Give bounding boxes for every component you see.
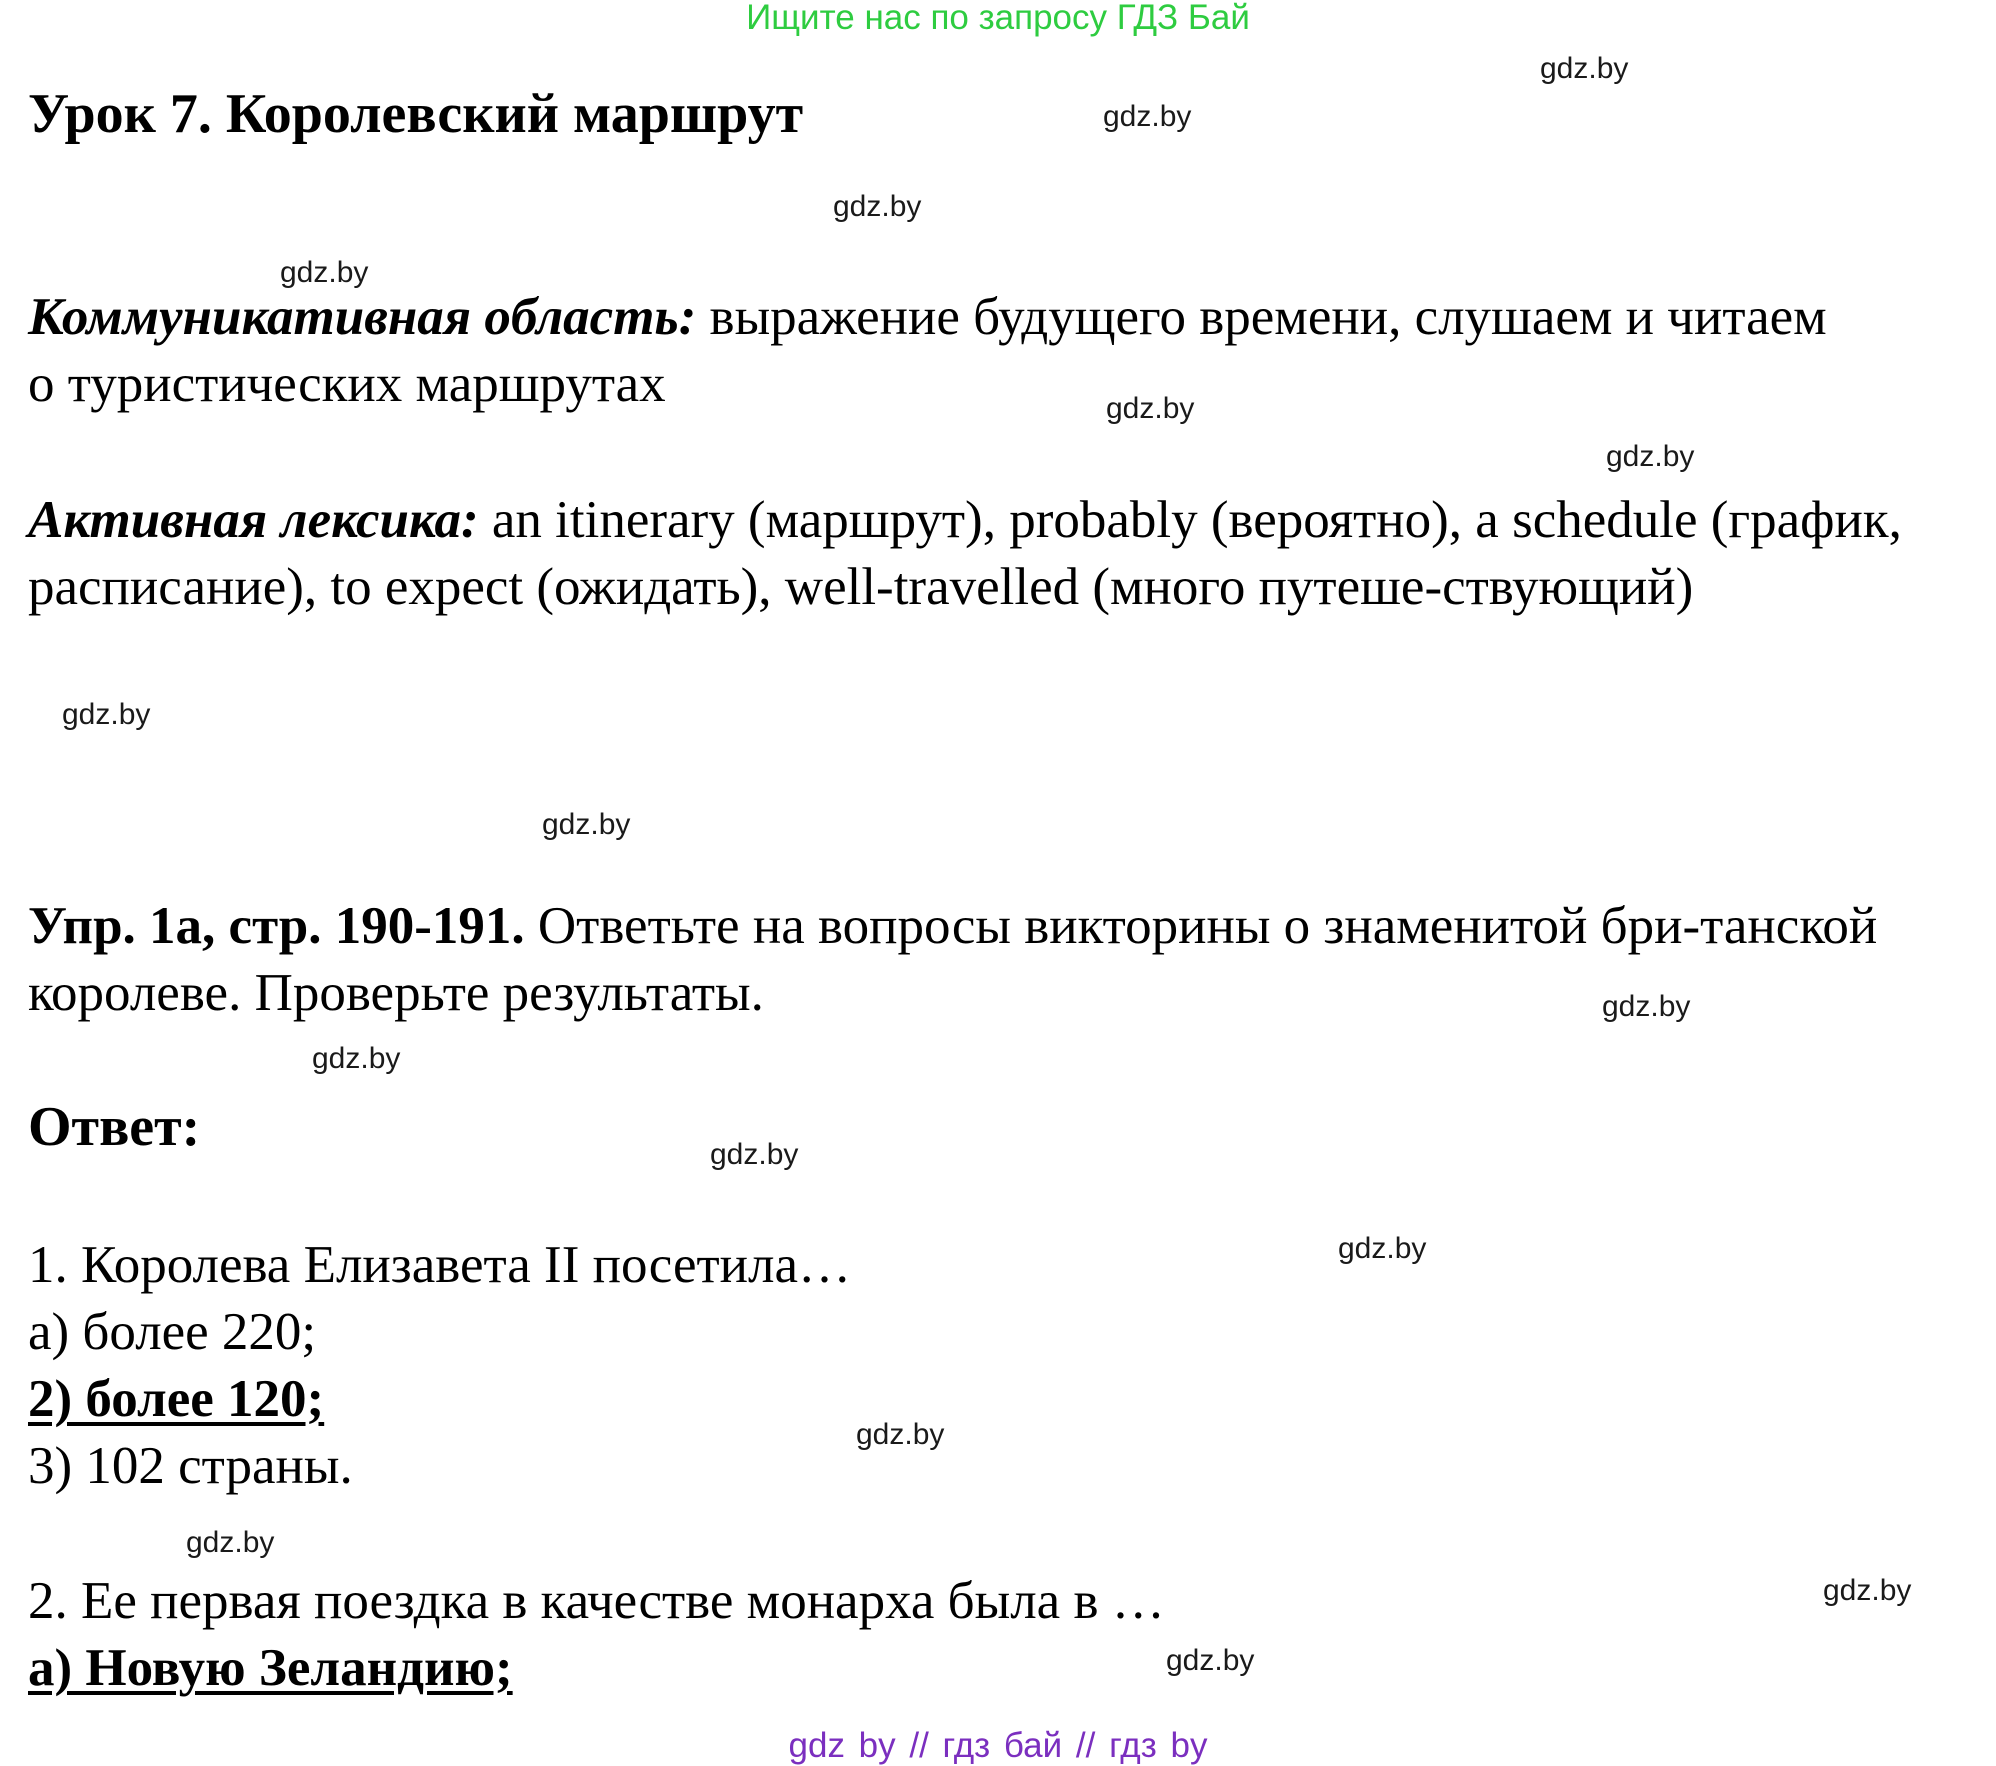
question-2: 2. Ее первая поездка в качестве монарха была в … [28,1572,1165,1630]
watermark: gdz.by [1540,52,1629,85]
lexicon-label: Активная лексика: [28,491,479,549]
watermark: gdz.by [280,256,369,289]
watermark: gdz.by [1106,392,1195,425]
lexicon-paragraph [28,487,1908,621]
watermark: gdz.by [1606,440,1695,473]
watermark: gdz.by [186,1526,275,1559]
watermark: gdz.by [856,1418,945,1451]
lexicon-text: an itinerary (маршрут), probably (вероятно), a schedule (график, расписание), to expect (ожидать), well-travelled (много путеше-ствующий) [28,491,1902,616]
watermark: gdz.by [312,1042,401,1075]
top-banner: Ищите нас по запросу ГДЗ Бай [746,0,1250,37]
exercise-ref: Упр. 1а, стр. 190-191. [28,897,525,955]
watermark: gdz.by [833,190,922,223]
question-1-option-3: 3) 102 страны. [28,1437,353,1495]
watermark: gdz.by [62,698,151,731]
communicative-label: Коммуникативная область: [28,288,697,346]
watermark: gdz.by [1602,990,1691,1023]
lesson-title: Урок 7. Королевский маршрут [28,83,804,145]
exercise-paragraph [28,893,1908,1027]
watermark: gdz.by [1166,1644,1255,1677]
question-2-option-correct: а) Новую Зеландию; [28,1639,513,1697]
exercise-task: Ответьте на вопросы викторины о знаменитой бри-танской королеве. Проверьте результаты. [28,897,1878,1022]
watermark: gdz.by [1338,1232,1427,1265]
footer-links[interactable]: gdz by // гдз бай // гдз by [788,1726,1208,1765]
answer-label: Ответ: [28,1096,201,1158]
communicative-text: выражение будущего времени, слушаем и читаем о туристических маршрутах [28,288,1827,413]
watermark: gdz.by [1823,1574,1912,1607]
watermark: gdz.by [542,808,631,841]
communicative-paragraph [28,284,1848,418]
question-1-option-correct: 2) более 120; [28,1370,325,1428]
question-1-option-a: а) более 220; [28,1303,317,1361]
watermark: gdz.by [1103,100,1192,133]
watermark: gdz.by [710,1138,799,1171]
question-1: 1. Королева Елизавета II посетила… [28,1236,851,1294]
